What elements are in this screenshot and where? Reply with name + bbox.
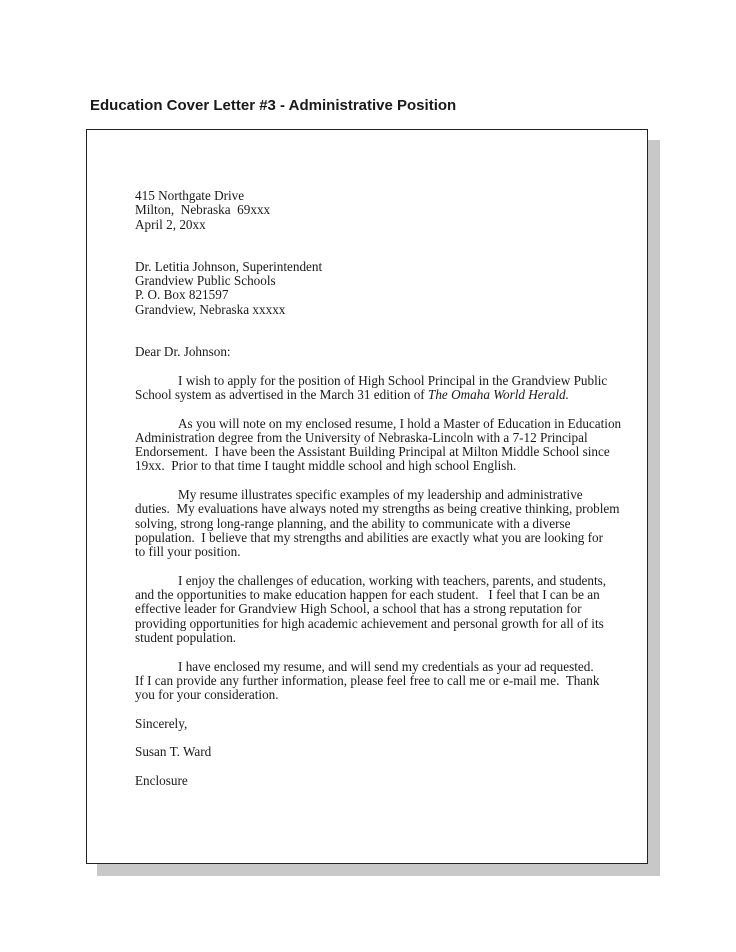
- paragraph-line: If I can provide any further information, please feel free to call me or e-mail me. Thank: [135, 672, 600, 688]
- paragraph-5: [135, 660, 615, 703]
- enclosure-note: Enclosure: [135, 772, 188, 788]
- sender-city: Milton, Nebraska 69xxx: [135, 202, 271, 218]
- paragraph-line: effective leader for Grandview High School, a school that has a strong reputation for: [135, 601, 582, 617]
- closing: Sincerely,: [135, 715, 188, 731]
- letter-body: [135, 188, 622, 788]
- paragraph-line: population. I believe that my strengths and abilities are exactly what you are looking for: [135, 529, 604, 545]
- letter-date: April 2, 20xx: [135, 216, 206, 232]
- paragraph-line: As you will note on my enclosed resume, I hold a Master of Education in Education: [178, 415, 622, 431]
- letter-page: [86, 129, 648, 864]
- paragraph-line: My resume illustrates specific examples of my leadership and administrative: [178, 487, 583, 503]
- sender-street: 415 Northgate Drive: [135, 188, 245, 203]
- paragraph-1: [135, 374, 615, 403]
- paragraph-line: I have enclosed my resume, and will send my credentials as your ad requested.: [178, 658, 594, 674]
- paragraph-4: [135, 574, 615, 645]
- paragraph-line: you for your consideration.: [135, 687, 279, 703]
- paragraph-line: solving, strong long-range planning, and the ability to communicate with a diverse: [135, 515, 571, 531]
- paragraph-line: School system as advertised in the March 31 edition of: [135, 386, 428, 402]
- paragraph-2: [135, 415, 622, 474]
- paragraph-line: and the opportunities to make education happen for each student. I feel that I can be an: [135, 587, 600, 603]
- signature-name: Susan T. Ward: [135, 744, 212, 760]
- recipient-box: P. O. Box 821597: [135, 287, 229, 303]
- salutation: Dear Dr. Johnson:: [135, 344, 231, 360]
- recipient-city: Grandview, Nebraska xxxxx: [135, 301, 286, 317]
- recipient-organization: Grandview Public Schools: [135, 273, 276, 289]
- paragraph-line: Administration degree from the University of Nebraska-Lincoln with a 7-12 Principal: [135, 429, 588, 445]
- publication-title: The Omaha World Herald.: [428, 386, 569, 402]
- recipient-address: [135, 260, 615, 317]
- paragraph-line: providing opportunities for high academic achievement and personal growth for all of its: [135, 615, 604, 631]
- paragraph-line: I enjoy the challenges of education, working with teachers, parents, and students,: [178, 572, 607, 588]
- paragraph-line: Endorsement. I have been the Assistant Building Principal at Milton Middle School since: [135, 444, 610, 460]
- paragraph-3: [135, 487, 620, 560]
- recipient-name: Dr. Letitia Johnson, Superintendent: [135, 258, 323, 274]
- paragraph-line: 19xx. Prior to that time I taught middle school and high school English.: [135, 458, 517, 474]
- sender-address: [135, 189, 615, 232]
- paragraph-line: duties. My evaluations have always noted my strengths as being creative thinking, problem: [135, 501, 620, 517]
- paragraph-line: student population.: [135, 630, 237, 646]
- paragraph-line: to fill your position.: [135, 544, 241, 560]
- page-title: Education Cover Letter #3 - Administrative Position: [90, 97, 457, 114]
- paragraph-line: I wish to apply for the position of High School Principal in the Grandview Public: [178, 372, 608, 388]
